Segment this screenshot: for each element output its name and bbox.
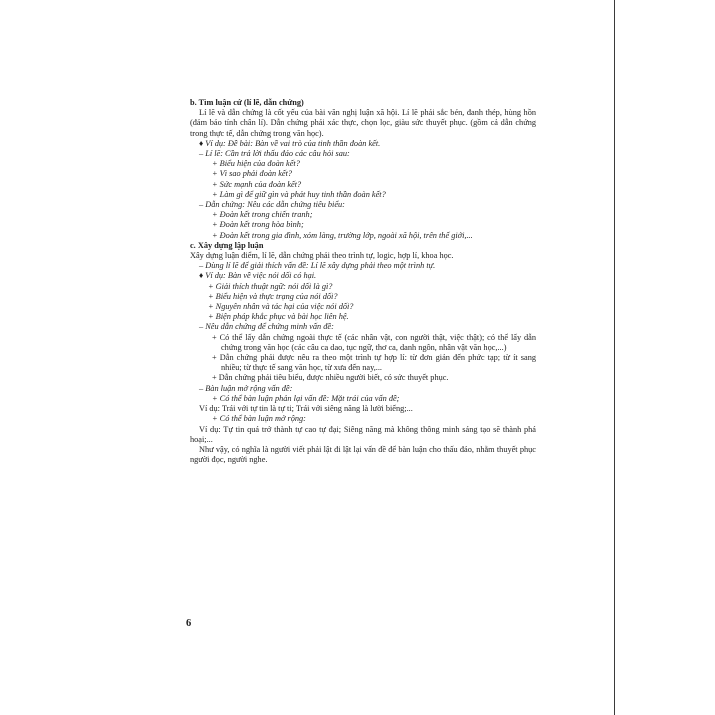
list-item: + Biểu hiện và thực trạng của nói dối? xyxy=(208,291,338,301)
example-line: Ví dụ: Tự tin quá trở thành tự cao tự đại; Siêng năng mà không thông minh sáng tạo sẽ thành phá hoại;... xyxy=(190,424,536,444)
list-item: + Giải thích thuật ngữ: nói dối là gì? xyxy=(208,281,333,291)
page-body xyxy=(190,98,536,465)
paragraph: Xây dựng luận điểm, lí lẽ, dẫn chứng phải theo trình tự, logic, hợp lí, khoa học. xyxy=(190,251,454,261)
list-item: + Có thể bàn luận phản lại vấn đề: Mặt trái của vấn đề; xyxy=(212,393,400,403)
list-item: + Dẫn chứng phải được nêu ra theo một trình tự hợp lí: từ đơn giản đến phức tạp; từ ít sang nhiều; từ thực tế sang văn học, từ xưa đến nay,... xyxy=(212,353,536,373)
list-item: + Làm gì để giữ gìn và phát huy tinh thần đoàn kết? xyxy=(212,189,386,199)
section-heading-c: c. Xây dựng lập luận xyxy=(190,240,264,250)
list-item: + Sức mạnh của đoàn kết? xyxy=(212,179,302,189)
example-heading: ♦ Ví dụ: Bàn về việc nói dối có hại. xyxy=(199,271,317,281)
reasoning-heading: – Lí lẽ: Cần trả lời thấu đáo các câu hỏi sau: xyxy=(199,149,350,159)
list-item: + Biện pháp khắc phục và bài học liên hệ. xyxy=(208,312,349,322)
list-item: + Có thể lấy dẫn chứng ngoài thực tế (các nhân vật, con người thật, việc thật); có thể lấy dẫn chứng trong văn học (các câu ca dao, tục ngữ, thơ ca, danh ngôn, nhân vật văn học,...) xyxy=(212,332,536,352)
list-item: + Có thể bàn luận mở rộng: xyxy=(212,414,306,424)
list-item: + Biểu hiện của đoàn kết? xyxy=(212,159,300,169)
list-item: + Đoàn kết trong gia đình, xóm làng, trường lớp, ngoài xã hội, trên thế giới,... xyxy=(212,230,473,240)
page-number: 6 xyxy=(186,618,192,629)
paragraph-conclusion: Như vậy, có nghĩa là người viết phải lật đi lật lại vấn đề để bàn luận cho thấu đáo, nhằm thuyết phục người đọc, người nghe. xyxy=(190,444,536,465)
list-item: + Đoàn kết trong hòa bình; xyxy=(212,220,304,230)
evidence-heading: – Dẫn chứng: Nêu các dẫn chứng tiêu biểu: xyxy=(199,200,345,210)
evidence-heading: – Nêu dẫn chứng để chứng minh vấn đề: xyxy=(199,322,334,332)
discussion-heading: – Bàn luận mở rộng vấn đề: xyxy=(199,383,293,393)
list-item: + Dẫn chứng phải tiêu biểu, được nhiều người biết, có sức thuyết phục. xyxy=(212,373,449,383)
section-heading-b: b. Tìm luận cứ (lí lẽ, dẫn chứng) xyxy=(190,98,304,107)
list-item: + Đoàn kết trong chiến tranh; xyxy=(212,210,313,220)
list-item: + Nguyên nhân và tác hại của việc nói dối? xyxy=(208,302,354,312)
paragraph: – Dùng lí lẽ để giải thích vấn đề: Lí lẽ xây dựng phải theo một trình tự. xyxy=(199,261,436,271)
list-item: + Vì sao phải đoàn kết? xyxy=(212,169,293,179)
example-line: Ví dụ: Trái với tự tin là tự ti; Trái với siêng năng là lười biếng;... xyxy=(199,404,413,414)
page-edge-line xyxy=(614,0,615,715)
paragraph-intro: Lí lẽ và dẫn chứng là cốt yếu của bài văn nghị luận xã hội. Lí lẽ phải sắc bén, đanh thép, hùng hồn (đảm bảo tính chân lí). Dẫn chứng phải xác thực, chọn lọc, giàu sức thuyết phục. (gồm cả dẫn chứng trong thực tế, dẫn chứng trong văn học). xyxy=(190,108,536,138)
example-heading: ♦ Ví dụ: Đề bài: Bàn về vai trò của tinh thần đoàn kết. xyxy=(199,138,381,148)
